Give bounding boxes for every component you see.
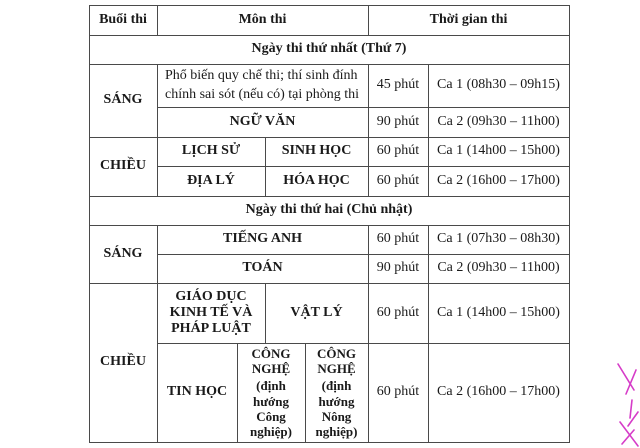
duration-cell: 90 phút	[376, 260, 420, 276]
day-heading: Ngày thi thứ nhất (Thứ 7)	[251, 41, 407, 57]
subject-cell: HÓA HỌC	[283, 172, 350, 188]
duration-cell: 60 phút	[376, 304, 420, 320]
slot-cell: Ca 1 (07h30 – 08h30)	[437, 231, 560, 247]
slot-cell: Ca 2 (09h30 – 11h00)	[437, 113, 560, 129]
table-border-bottom	[89, 442, 570, 443]
subject-cell: SINH HỌC	[281, 143, 352, 159]
subject-note: (định hướng Công nghiệp)	[250, 378, 292, 440]
duration-cell: 60 phút	[376, 172, 420, 188]
header-time: Thời gian thi	[429, 11, 508, 27]
session-label: CHIỀU	[100, 158, 146, 174]
subject-cell: Phổ biến quy chế thi; thí sinh đính chính sai sót (nếu có) tại phòng thi	[165, 68, 360, 102]
subject-cell: LỊCH SỬ	[181, 143, 241, 159]
slot-cell: Ca 2 (09h30 – 11h00)	[437, 260, 560, 276]
header-subject: Môn thi	[238, 11, 287, 27]
subject-name: CÔNG NGHỆ	[317, 345, 356, 376]
signature-mark-icon	[612, 360, 640, 448]
subject-cell: TIN HỌC	[166, 384, 228, 400]
subject-cell: VẬT LÝ	[290, 304, 343, 320]
slot-cell: Ca 2 (16h00 – 17h00)	[437, 384, 560, 400]
subject-cell: NGỮ VĂN	[229, 113, 296, 129]
slot-cell: Ca 1 (14h00 – 15h00)	[437, 304, 560, 320]
subject-cell: ĐỊA LÝ	[187, 172, 235, 188]
header-session: Buổi thi	[99, 11, 147, 27]
slot-cell: Ca 1 (14h00 – 15h00)	[437, 143, 560, 159]
session-label: CHIỀU	[100, 354, 146, 370]
subject-name: CÔNG NGHỆ	[251, 345, 291, 376]
day-heading: Ngày thi thứ hai (Chủ nhật)	[245, 202, 413, 218]
duration-cell: 60 phút	[376, 231, 420, 247]
subject-cell	[305, 343, 368, 442]
duration-cell: 60 phút	[376, 384, 420, 400]
subject-cell	[237, 343, 305, 442]
table-border-right	[569, 5, 570, 443]
duration-cell: 45 phút	[376, 77, 420, 93]
slot-cell: Ca 2 (16h00 – 17h00)	[437, 172, 560, 188]
subject-cell: TOÁN	[242, 260, 283, 276]
session-label: SÁNG	[103, 245, 143, 261]
session-label: SÁNG	[103, 92, 143, 108]
slot-cell: Ca 1 (08h30 – 09h15)	[437, 77, 560, 93]
subject-note: (định hướng Nông nghiệp)	[315, 378, 358, 440]
duration-cell: 60 phút	[376, 143, 420, 159]
subject-cell: GIÁO DỤC KINH TẾ VÀ PHÁP LUẬT	[169, 288, 253, 337]
subject-cell: TIẾNG ANH	[223, 231, 302, 247]
duration-cell: 90 phút	[376, 113, 420, 129]
